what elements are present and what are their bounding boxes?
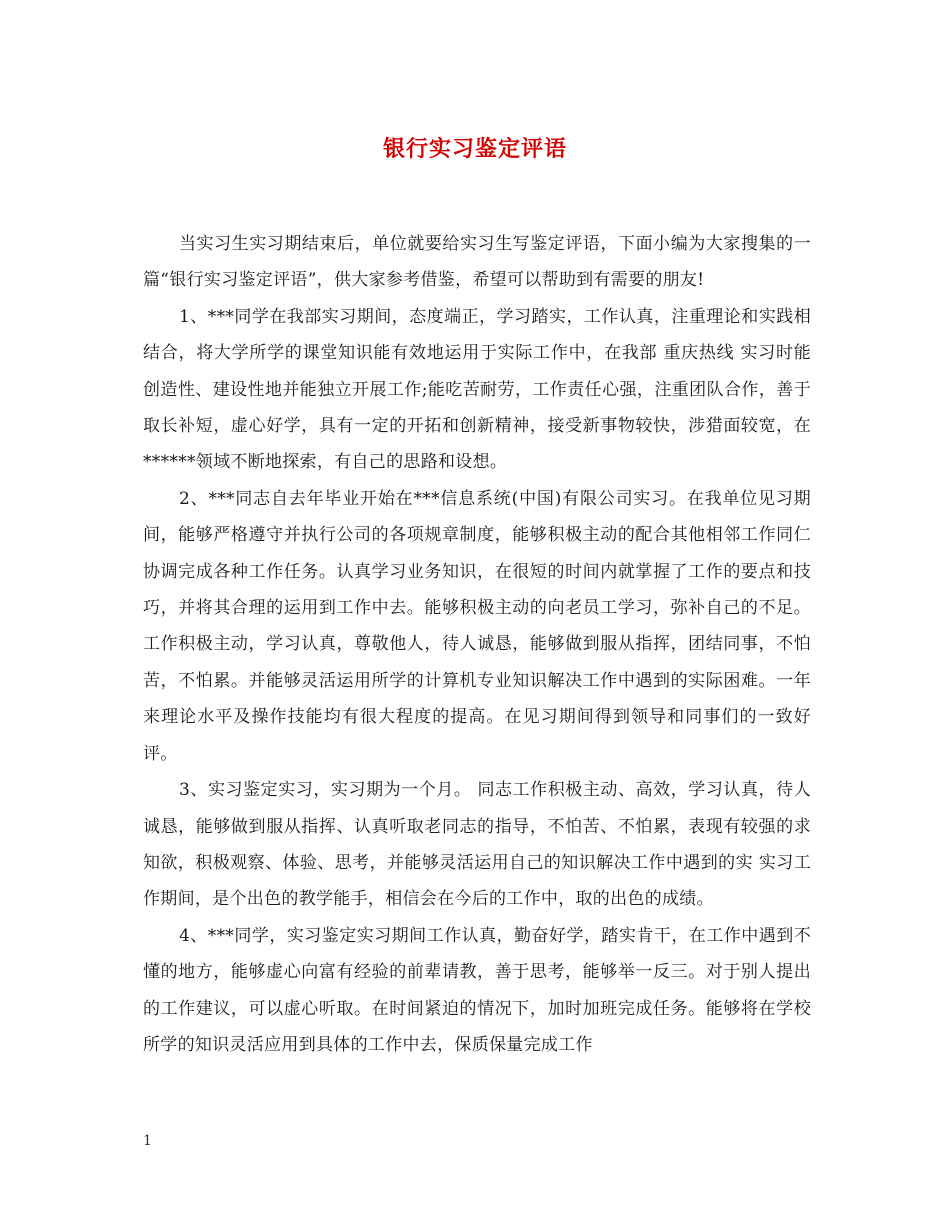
paragraph-item-1: 1、***同学在我部实习期间，态度端正，学习踏实，工作认真，注重理论和实践相结合，将大学所学的课堂知识能有效地运用于实际工作中，在我部 重庆热线 实习时能创造性、建设性地并能独立开展工作;能吃苦耐劳，工作责任心强，注重团队合作，善于取长补短，虚心好学，具有一定的开拓和创新精神，接受新事物较快，涉猎面较宽，在******领域不断地探索，有自己的思路和设想。 [143,306,811,473]
document-title: 银行实习鉴定评语 [382,136,567,162]
document-body [143,226,811,1063]
paragraph-item-2: 2、***同志自去年毕业开始在***信息系统(中国)有限公司实习。在我单位见习期间，能够严格遵守并执行公司的各项规章制度，能够积极主动的配合其他相邻工作同仁协调完成各种工作任务。认真学习业务知识，在很短的时间内就掌握了工作的要点和技巧，并将其合理的运用到工作中去。能够积极主动的向老员工学习，弥补自己的不足。工作积极主动，学习认真，尊敬他人，待人诚恳，能够做到服从指挥，团结同事，不怕苦，不怕累。并能够灵活运用所学的计算机专业知识解决工作中遇到的实际困难。一年来理论水平及操作技能均有很大程度的提高。在见习期间得到领导和同事们的一致好评。 [143,488,811,764]
paragraph-item-3: 3、实习鉴定实习，实习期为一个月。 同志工作积极主动、高效，学习认真，待人诚恳，能够做到服从指挥、认真听取老同志的指导，不怕苦、不怕累，表现有较强的求知欲，积极观察、体验、思考，并能够灵活运用自己的知识解决工作中遇到的实 实习工作期间，是个出色的教学能手，相信会在今后的工作中，取的出色的成绩。 [143,780,811,910]
paragraph-item-4: 4、***同学，实习鉴定实习期间工作认真，勤奋好学，踏实肯干，在工作中遇到不懂的地方，能够虚心向富有经验的前辈请教，善于思考，能够举一反三。对于别人提出的工作建议，可以虚心听取。在时间紧迫的情况下，加时加班完成任务。能够将在学校所学的知识灵活应用到具体的工作中去，保质保量完成工作 [143,925,811,1055]
page-number: 1 [143,1133,152,1149]
paragraph-intro: 当实习生实习期结束后，单位就要给实习生写鉴定评语，下面小编为大家搜集的一篇“银行实习鉴定评语”，供大家参考借鉴，希望可以帮助到有需要的朋友! [143,234,811,291]
